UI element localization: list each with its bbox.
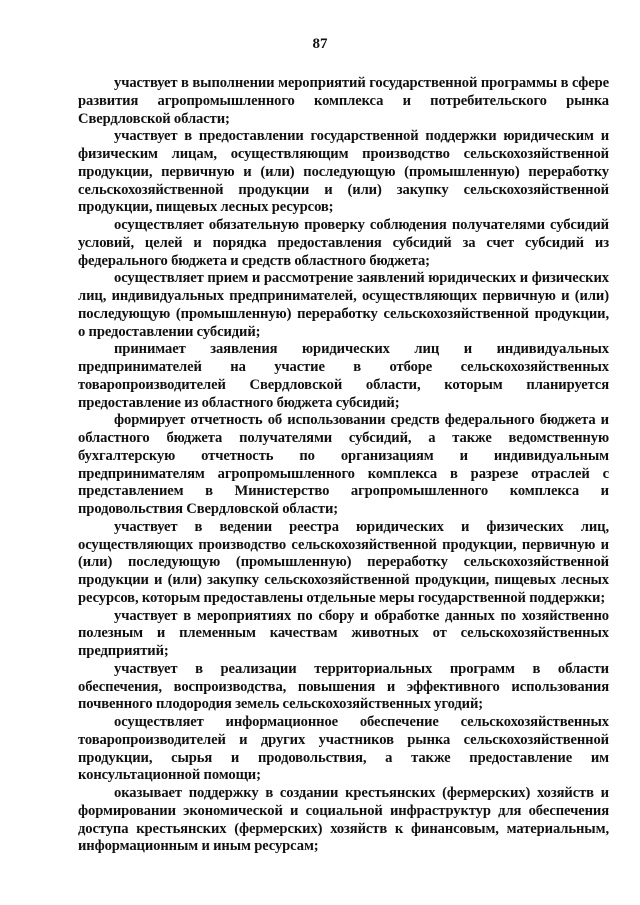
paragraph: осуществляет прием и рассмотрение заявлений юридических и физических лиц, индивидуальных предпринимателей, осуществляющих первичную и (или) последующую (промышленную) переработку сельскохозяйственной продукции, о предоставлении субсидий; xyxy=(78,270,609,340)
paragraph: оказывает поддержку в создании крестьянских (фермерских) хозяйств и формировании экономической и социальной инфраструктур для обеспечения доступа крестьянских (фермерских) хозяйств к финансовым, материальным, информационным и иным ресурсам; xyxy=(78,785,609,855)
paragraph: формирует отчетность об использовании средств федерального бюджета и областного бюджета получателями субсидий, а также ведомственную бухгалтерскую отчетность по организациям и индивидуальным предпринимателям агропромышленного комплекса в разрезе отраслей с представлением в Министерство агропромышленного комплекса и продовольствия Свердловской области; xyxy=(78,412,609,517)
page-number: 87 xyxy=(312,36,328,52)
paragraph: осуществляет обязательную проверку соблюдения получателями субсидий условий, целей и порядка предоставления субсидий за счет субсидий из федерального бюджета и средств областного бюджета; xyxy=(78,217,609,269)
document-body xyxy=(78,75,609,856)
paragraph: участвует в предоставлении государственной поддержки юридическим и физическим лицам, осуществляющим производство сельскохозяйственной продукции, первичную и (или) последующую (промышленную) переработку сельскохозяйственной продукции и (или) закупку сельскохозяйственной продукции, пищевых лесных ресурсов; xyxy=(78,128,609,216)
paragraph: принимает заявления юридических лиц и индивидуальных предпринимателей на участие в отборе сельскохозяйственных товаропроизводителей Свердловской области, которым планируется предоставление из областного бюджета субсидий; xyxy=(78,341,609,411)
paragraph: участвует в выполнении мероприятий государственной программы в сфере развития агропромышленного комплекса и потребительского рынка Свердловской области; xyxy=(78,75,609,127)
paragraph: участвует в реализации территориальных программ в области обеспечения, воспроизводства, повышения и эффективного использования почвенного плодородия земель сельскохозяйственных угодий; xyxy=(78,660,609,713)
paragraph: осуществляет информационное обеспечение сельскохозяйственных товаропроизводителей и других участников рынка сельскохозяйственной продукции, сырья и продовольствия, а также предоставление им консультационной помощи; xyxy=(78,714,609,784)
paragraph: участвует в ведении реестра юридических и физических лиц, осуществляющих производство сельскохозяйственной продукции, первичную и (или) последующую (промышленную) переработку сельскохозяйственной продукции и (или) закупку сельскохозяйственной продукции, пищевых лесных ресурсов, которым предоставлены отдельные меры государственной поддержки; xyxy=(78,518,609,606)
paragraph: участвует в мероприятиях по сбору и обработке данных по хозяйственно полезным и племенным качествам животных от сельскохозяйственных предприятий; xyxy=(78,607,609,659)
